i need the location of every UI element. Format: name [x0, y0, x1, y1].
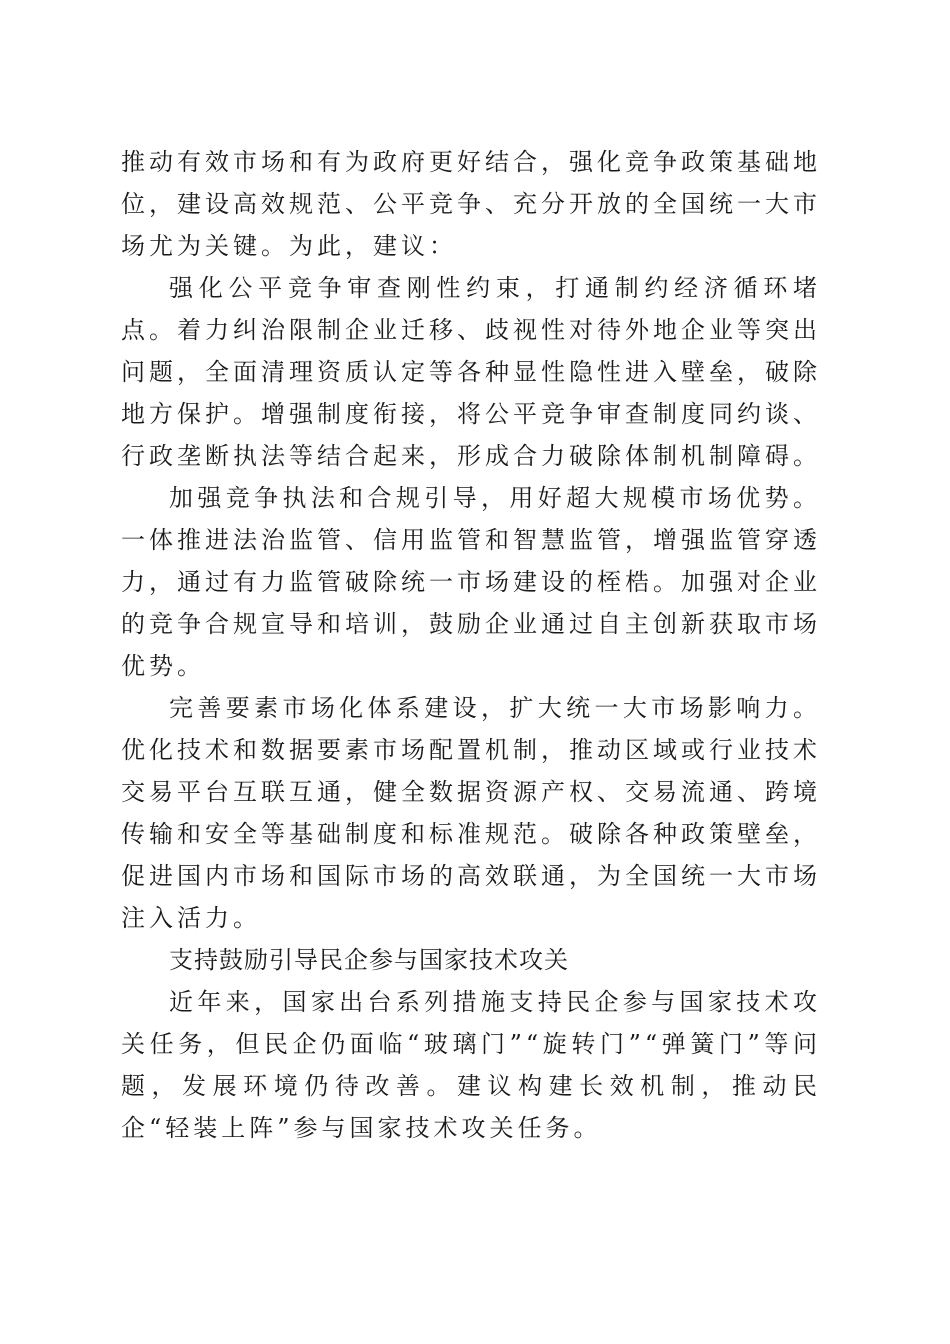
paragraph-factor-market: 完善要素市场化体系建设，扩大统一大市场影响力。优化技术和数据要素市场配置机制，推动区域或行业技术交易平台互联互通，健全数据资源产权、交易流通、跨境传输和安全等基础制度和标准规范。破除各种政策壁垒，促进国内市场和国际市场的高效联通，为全国统一大市场注入活力。	[121, 694, 821, 932]
paragraph-competition-enforcement: 加强竞争执法和合规引导，用好超大规模市场优势。一体推进法治监管、信用监管和智慧监管，增强监管穿透力，通过有力监管破除统一市场建设的桎梏。加强对企业的竞争合规宣导和培训，鼓励企业通过自主创新获取市场优势。	[121, 484, 821, 680]
paragraph-private-enterprise: 近年来，国家出台系列措施支持民企参与国家技术攻关任务，但民企仍面临“玻璃门”“旋转门”“弹簧门”等问题，发展环境仍待改善。建议构建长效机制，推动民企“轻装上阵”参与国家技术攻关任务。	[121, 988, 821, 1142]
document-body	[121, 141, 821, 1149]
paragraph-fair-competition-review: 强化公平竞争审查刚性约束，打通制约经济循环堵点。着力纠治限制企业迁移、歧视性对待外地企业等突出问题，全面清理资质认定等各种显性隐性进入壁垒，破除地方保护。增强制度衔接，将公平竞争审查制度同约谈、行政垄断执法等结合起来，形成合力破除体制机制障碍。	[121, 274, 821, 470]
paragraph-intro: 推动有效市场和有为政府更好结合，强化竞争政策基础地位，建设高效规范、公平竞争、充分开放的全国统一大市场尤为关键。为此，建议：	[121, 148, 821, 260]
section-heading: 支持鼓励引导民企参与国家技术攻关	[169, 946, 569, 974]
